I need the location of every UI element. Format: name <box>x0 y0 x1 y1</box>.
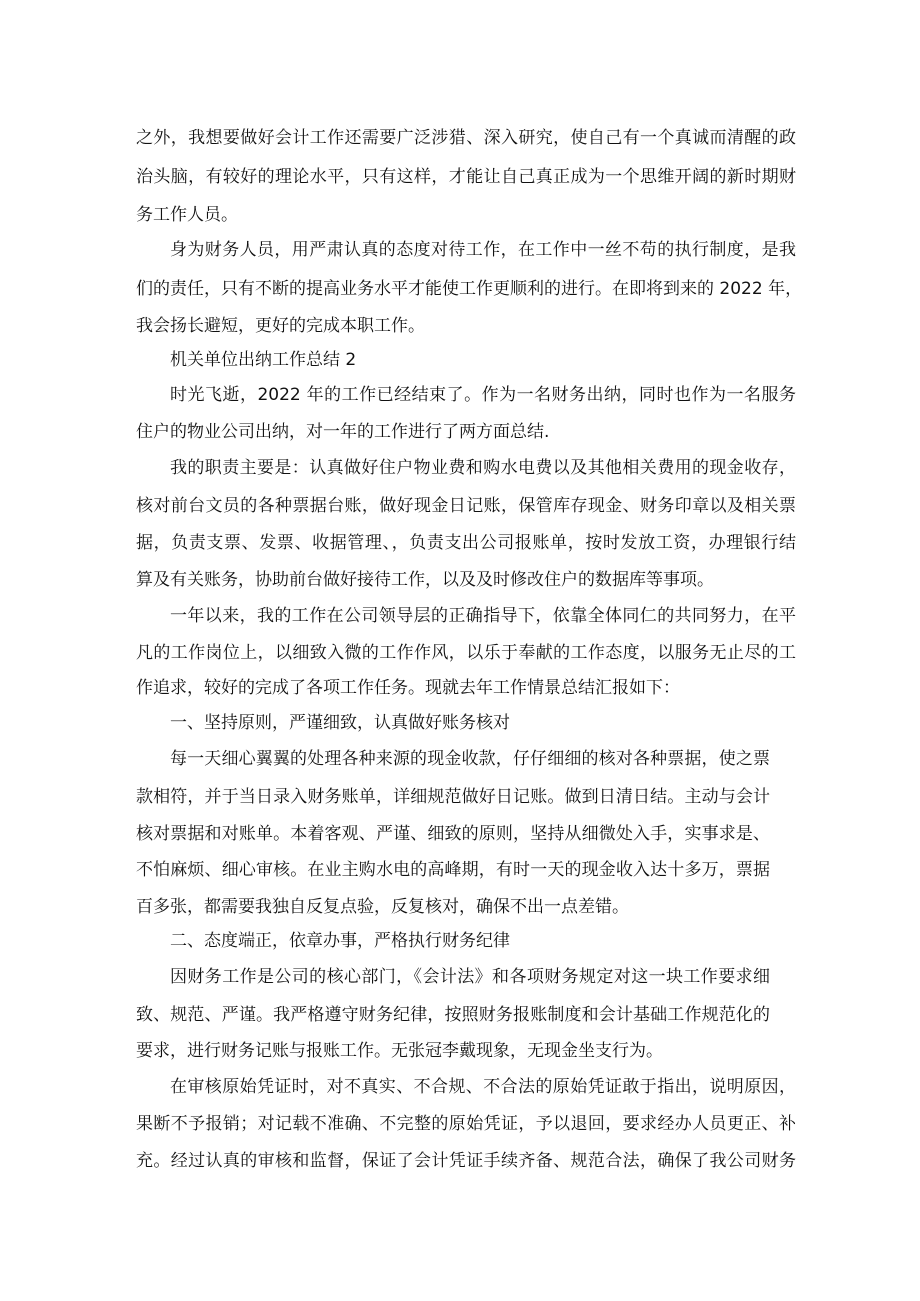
text-line: 充。经过认真的审核和监督，保证了会计凭证手续齐备、规范合法，确保了我公司财务 <box>136 1151 796 1171</box>
text-line: 务工作人员。 <box>136 205 238 225</box>
text-line: 因财务工作是公司的核心部门，《会计法》和各项财务规定对这一块工作要求细 <box>170 967 770 987</box>
text-line: 住户的物业公司出纳，对一年的工作进行了两方面总结. <box>136 422 550 442</box>
text-line: 们的责任，只有不断的提高业务水平才能使工作更顺利的进行。在即将到来的 2022 年， <box>136 279 803 299</box>
text-line: 致、规范、严谨。我严格遵守财务纪律，按照财务报账制度和会计基础工作规范化的 <box>136 1005 770 1025</box>
section-heading: 机关单位出纳工作总结 2 <box>170 350 357 370</box>
text-line: 百多张，都需要我独自反复点验，反复核对，确保不出一点差错。 <box>136 897 629 917</box>
text-line: 核对票据和对账单。本着客观、严谨、细致的原则，坚持从细微处入手，实事求是、 <box>136 824 770 844</box>
text-line: 核对前台文员的各种票据台账，做好现金日记账，保管库存现金、财务印章以及相关票 <box>136 496 796 516</box>
text-line: 凡的工作岗位上，以细致入微的工作作风，以乐于奉献的工作态度，以服务无止尽的工 <box>136 643 796 663</box>
text-line: 在审核原始凭证时，对不真实、不合规、不合法的原始凭证敢于指出，说明原因， <box>170 1077 796 1097</box>
text-line: 每一天细心翼翼的处理各种来源的现金收款，仔仔细细的核对各种票据，使之票 <box>170 749 770 769</box>
text-line: 款相符，并于当日录入财务账单，详细规范做好日记账。做到日清日结。主动与会计 <box>136 787 770 807</box>
section-heading: 二、态度端正，依章办事，严格执行财务纪律 <box>170 931 510 951</box>
text-line: 不怕麻烦、细心审核。在业主购水电的高峰期，有时一天的现金收入达十多万，票据 <box>136 860 770 880</box>
text-line: 治头脑，有较好的理论水平，只有这样，才能让自己真正成为一个思维开阔的新时期财 <box>136 167 796 187</box>
text-line: 要求，进行财务记账与报账工作。无张冠李戴现象，无现金坐支行为。 <box>136 1041 663 1061</box>
text-line: 一年以来，我的工作在公司领导层的正确指导下，依靠全体同仁的共同努力，在平 <box>170 606 796 626</box>
text-line: 之外，我想要做好会计工作还需要广泛涉猎、深入研究，使自己有一个真诚而清醒的政 <box>136 128 796 148</box>
section-heading: 一、坚持原则，严谨细致，认真做好账务核对 <box>170 713 510 733</box>
text-line: 时光飞逝，2022 年的工作已经结束了。作为一名财务出纳，同时也作为一名服务 <box>170 385 796 405</box>
text-line: 果断不予报销；对记载不准确、不完整的原始凭证，予以退回，要求经办人员更正、补 <box>136 1114 796 1134</box>
text-line: 据，负责支票、发票、收据管理、，负责支出公司报账单，按时发放工资，办理银行结 <box>136 533 796 553</box>
text-line: 作追求，较好的完成了各项工作任务。现就去年工作情景总结汇报如下： <box>136 678 680 698</box>
text-line: 我会扬长避短，更好的完成本职工作。 <box>136 316 425 336</box>
text-line: 我的职责主要是：认真做好住户物业费和购水电费以及其他相关费用的现金收存， <box>170 458 796 478</box>
text-line: 算及有关账务，协助前台做好接待工作，以及及时修改住户的数据库等事项。 <box>136 570 714 590</box>
text-line: 身为财务人员，用严肃认真的态度对待工作，在工作中一丝不苟的执行制度，是我 <box>170 240 796 260</box>
